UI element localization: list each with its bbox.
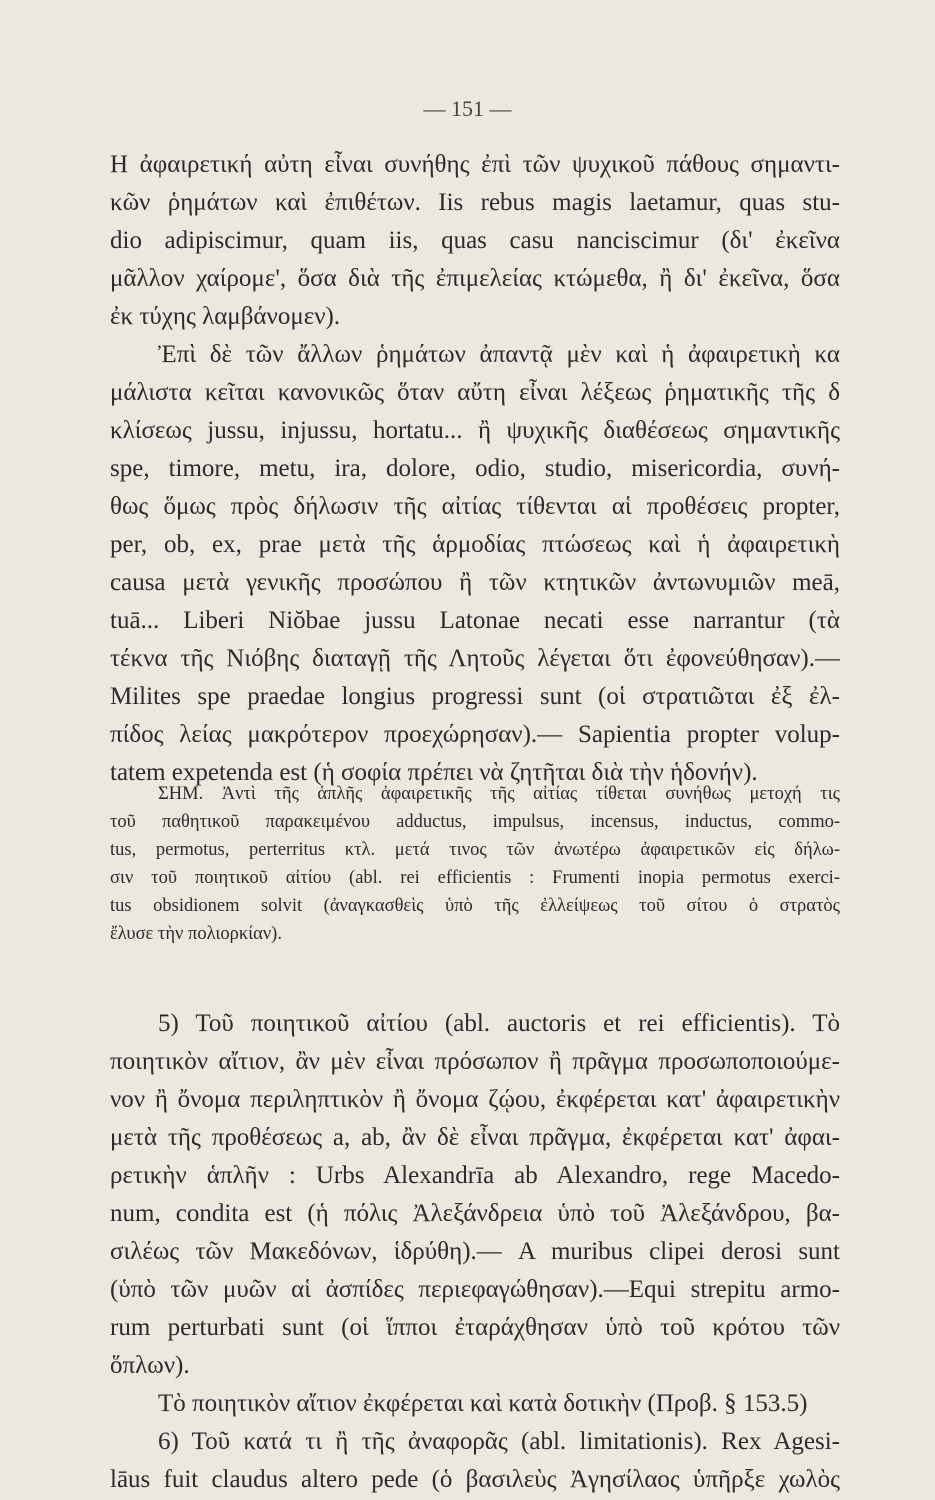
paragraph-ablative-emotion (110, 146, 840, 336)
text-line: τέκνα τῆς Νιόβης διαταγῇ τῆς Λητοῦς λέγεται ὅτι ἐφονεύθησαν).— (110, 645, 840, 672)
text-line: num, condita est (ἡ πόλις Ἀλεξάνδρεια ὑπὸ τοῦ Ἀλεξάνδρου, βα- (110, 1200, 840, 1227)
text-line: tuā... Liberi Niŏbae jussu Latonae necati esse narrantur (τὰ (110, 607, 840, 634)
text-line: 5) Τοῦ ποιητικοῦ αἰτίου (abl. auctoris et rei efficientis). Τὸ (158, 1010, 840, 1037)
note-block (110, 780, 840, 948)
text-line: Η ἀφαιρετική αὐτη εἶναι συνήθης ἐπὶ τῶν ψυχικοῦ πάθους σημαντι- (110, 151, 840, 178)
text-line: rum perturbati sunt (οἱ ἵπποι ἐταράχθησαν ὑπὸ τοῦ κρότου τῶν (110, 1314, 840, 1341)
text-line: μετὰ τῆς προθέσεως a, ab, ἂν δὲ εἶναι πρᾶγμα, ἐκφέρεται κατ' ἀφαι- (110, 1124, 840, 1151)
text-line: dio adipiscimur, quam iis, quas casu nanciscimur (δι' ἐκεῖνα (110, 227, 840, 254)
note-line: ΣΗΜ. Ἀντὶ τῆς ἁπλῆς ἀφαιρετικῆς τῆς αἰτίας τίθεται συνήθως μετοχή τις (158, 784, 840, 804)
text-line: θως ὅμως πρὸς δήλωσιν τῆς αἰτίας τίθενται αἱ προθέσεις propter, (110, 493, 840, 520)
text-line: ρετικὴν ἁπλῆν : Urbs Alexandrīa ab Alexandro, rege Macedo- (110, 1162, 840, 1189)
text-line: μάλιστα κεῖται κανονικῶς ὅταν αὔτη εἶναι λέξεως ῥηματικῆς τῆς δ (110, 379, 840, 406)
note-line: ἔλυσε τὴν πολιορκίαν). (110, 924, 282, 944)
text-line: μᾶλλον χαίρομε', ὅσα διὰ τῆς ἐπιμελείας κτώμεθα, ἢ δι' ἐκεῖνα, ὅσα (110, 265, 840, 292)
text-line: νον ἢ ὄνομα περιληπτικὸν ἢ ὄνομα ζῴου, ἐκφέρεται κατ' ἀφαιρετικὴν (110, 1086, 840, 1113)
text-line: πίδος λείας μακρότερον προεχώρησαν).— Sapientia propter volup- (110, 721, 840, 748)
text-line: Milites spe praedae longius progressi sunt (οἱ στρατιῶται ἐξ ἐλ- (110, 683, 840, 710)
text-line: 6) Τοῦ κατά τι ἢ τῆς ἀναφορᾶς (abl. limitationis). Rex Agesi- (158, 1428, 840, 1455)
text-line: tatem expetenda est (ἡ σοφία πρέπει νὰ ζητῆται διὰ τὴν ἡδονήν). (110, 759, 758, 786)
text-line: κλίσεως jussu, injussu, hortatu... ἢ ψυχικῆς διαθέσεως σημαντικῆς (110, 417, 840, 444)
text-line: σιλέως τῶν Μακεδόνων, ἱδρύθη).— A muribus clipei derosi sunt (110, 1238, 840, 1265)
note-line: σιν τοῦ ποιητικοῦ αἰτίου (abl. rei efficientis : Frumenti inopia permotus exerci- (110, 868, 840, 888)
note-line: tus, permotus, perterritus κτλ. μετά τινος τῶν ἀνωτέρω ἀφαιρετικῶν εἰς δήλω- (110, 840, 840, 860)
page-number: — 151 — (423, 96, 512, 121)
text-line: Τὸ ποιητικὸν αἴτιον ἐκφέρεται καὶ κατὰ δοτικὴν (Προβ. § 153.5) (158, 1390, 808, 1417)
paragraph-limitation (110, 1423, 840, 1499)
paragraph-agent-ablative (110, 1005, 840, 1385)
text-line: ποιητικὸν αἴτιον, ἂν μὲν εἶναι πρόσωπον ἢ πρᾶγμα προσωποποιούμε- (110, 1048, 840, 1075)
text-line: lāus fuit claudus altero pede (ὁ βασιλεὺς Ἀγησίλαος ὑπῆρξε χωλὸς (110, 1466, 840, 1493)
text-line: Ἐπὶ δὲ τῶν ἄλλων ῥημάτων ἀπαντᾷ μὲν καὶ ἡ ἀφαιρετικὴ κα (158, 341, 840, 368)
text-line: per, ob, ex, prae μετὰ τῆς ἁρμοδίας πτώσεως καὶ ἡ ἀφαιρετικὴ (110, 531, 840, 558)
paragraph-dative-agent (110, 1385, 840, 1423)
text-line: κῶν ῥημάτων καὶ ἐπιθέτων. Iis rebus magis laetamur, quas stu- (110, 189, 840, 216)
note-line: τοῦ παθητικοῦ παρακειμένου adductus, impulsus, incensus, inductus, commo- (110, 812, 840, 832)
note-line: tus obsidionem solvit (ἀναγκασθεὶς ὑπὸ τῆς ἐλλείψεως τοῦ σίτου ὁ στρατὸς (110, 896, 840, 916)
text-line: ἐκ τύχης λαμβάνομεν). (110, 303, 341, 330)
text-line: ὅπλων). (110, 1352, 190, 1379)
text-line: causa μετὰ γενικῆς προσώπου ἢ τῶν κτητικῶν ἀντωνυμιῶν meā, (110, 569, 840, 596)
paragraph-other-verbs (110, 336, 840, 792)
text-line: spe, timore, metu, ira, dolore, odio, studio, misericordia, συνή- (110, 455, 840, 482)
text-line: (ὑπὸ τῶν μυῶν αἱ ἀσπίδες περιεφαγώθησαν).—Equi strepitu armo- (110, 1276, 840, 1303)
